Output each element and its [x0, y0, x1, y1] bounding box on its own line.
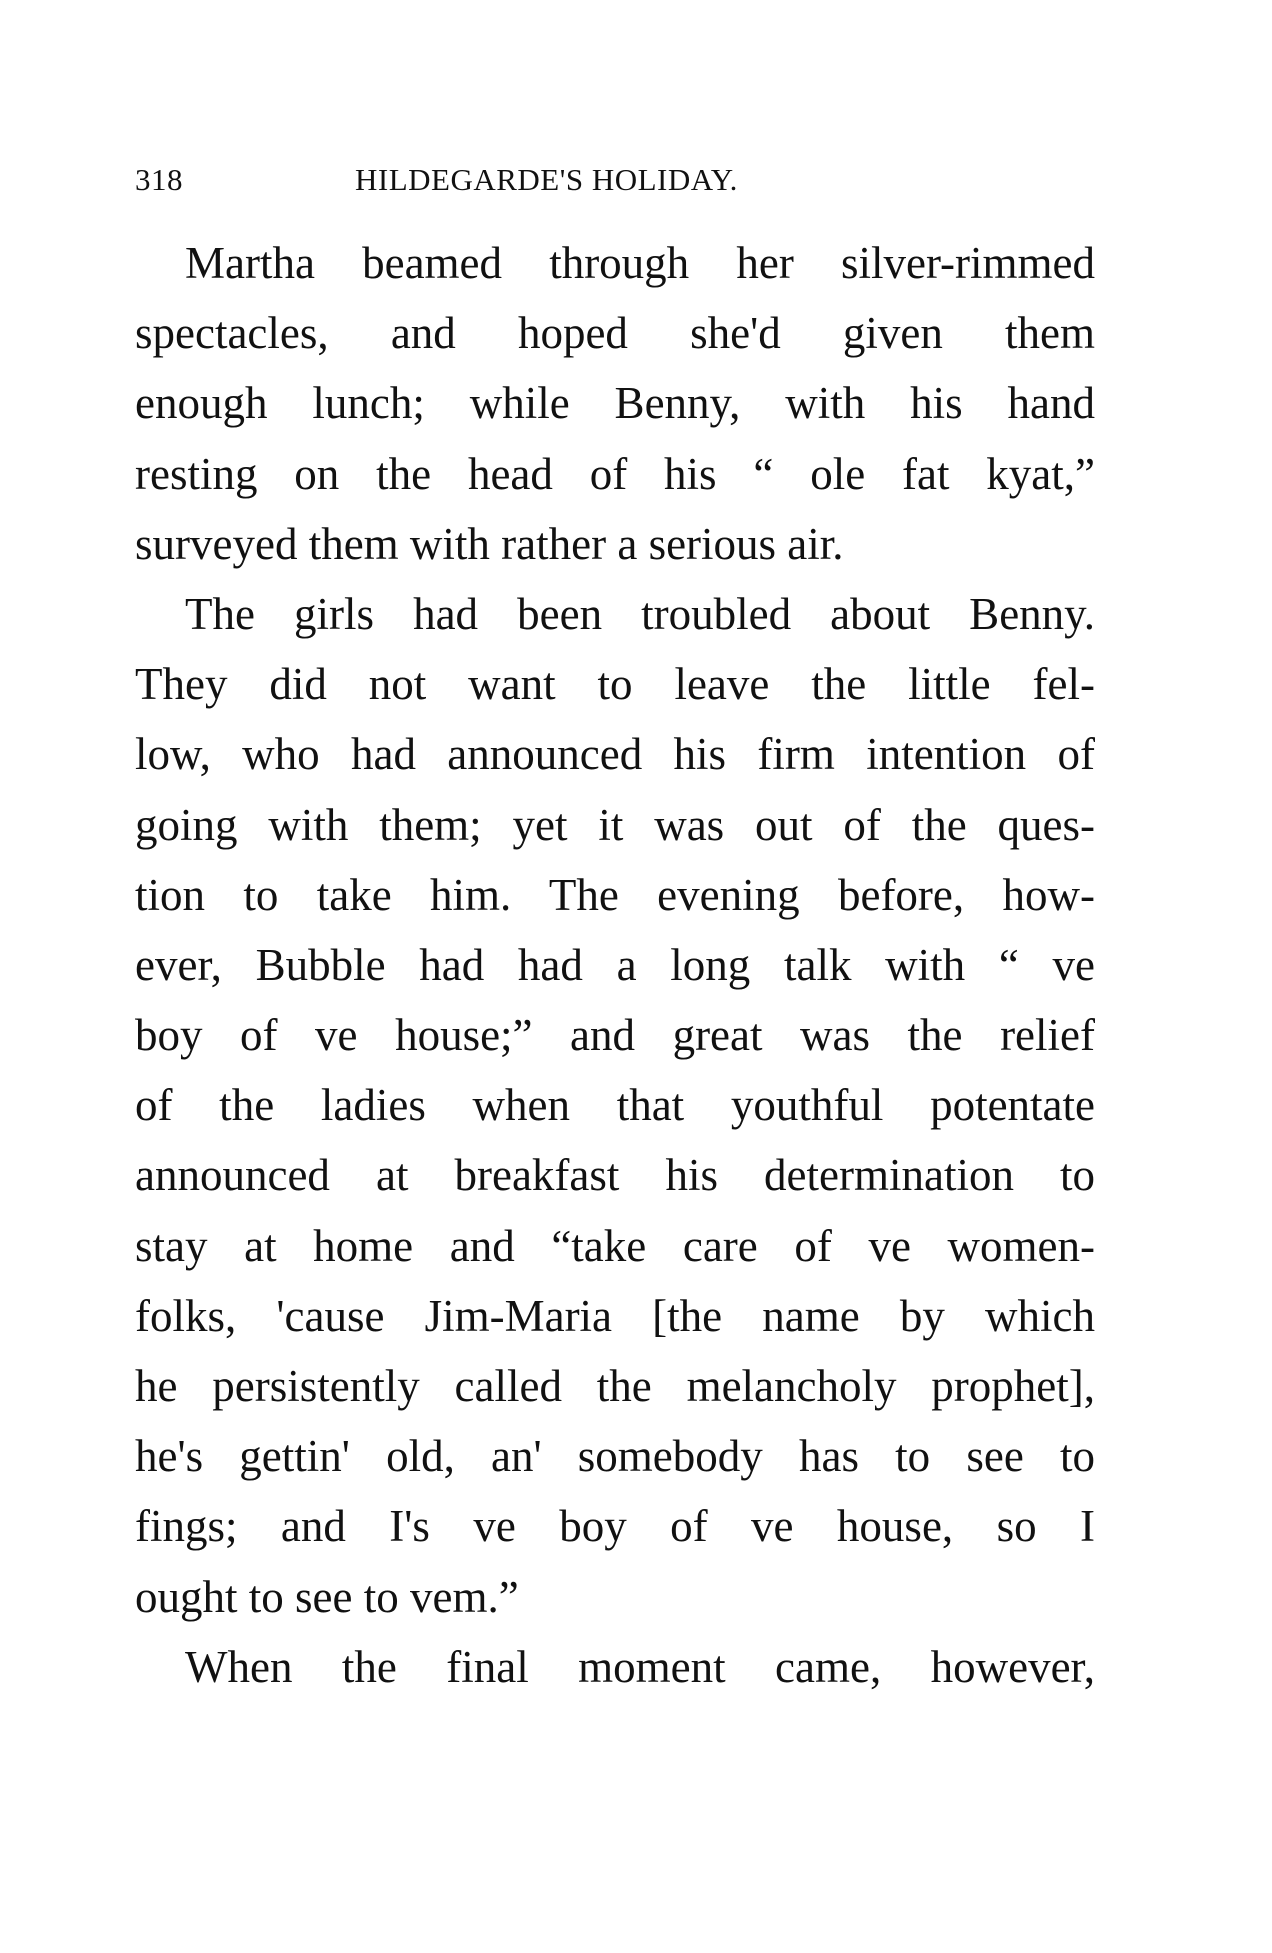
running-title: HILDEGARDE'S HOLIDAY. [355, 162, 738, 197]
text-line: surveyed them with rather a serious air. [135, 518, 844, 569]
text-line: he's gettin' old, an' somebody has to see to [135, 1431, 1095, 1482]
text-line: stay at home and “take care of ve women- [135, 1220, 1095, 1271]
text-line: announced at breakfast his determination to [135, 1150, 1095, 1201]
text-line: of the ladies when that youthful potentate [135, 1080, 1095, 1131]
text-line: enough lunch; while Benny, with his hand [135, 378, 1095, 429]
page-number: 318 [135, 162, 183, 197]
text-line: resting on the head of his “ ole fat kyat,” [135, 448, 1095, 499]
text-line: he persistently called the melancholy prophet], [135, 1361, 1095, 1411]
text-line: The girls had been troubled about Benny. [185, 588, 1095, 639]
text-line: ought to see to vem.” [135, 1571, 519, 1622]
text-line: tion to take him. The evening before, how- [135, 869, 1095, 920]
text-line: fings; and I's ve boy of ve house, so I [135, 1501, 1095, 1552]
body-text [135, 228, 1095, 1702]
text-line: ever, Bubble had had a long talk with “ ve [135, 939, 1095, 990]
text-line: low, who had announced his firm intention of [135, 729, 1095, 780]
running-head [135, 160, 1095, 200]
text-line: going with them; yet it was out of the ques- [135, 799, 1095, 850]
text-line: Martha beamed through her silver-rimmed [185, 238, 1095, 288]
text-line: folks, 'cause Jim-Maria [the name by which [135, 1290, 1095, 1341]
text-line: When the final moment came, however, [185, 1641, 1095, 1692]
text-line: spectacles, and hoped she'd given them [135, 308, 1095, 359]
text-line: They did not want to leave the little fel- [135, 659, 1095, 710]
text-line: boy of ve house;” and great was the relief [135, 1010, 1095, 1061]
